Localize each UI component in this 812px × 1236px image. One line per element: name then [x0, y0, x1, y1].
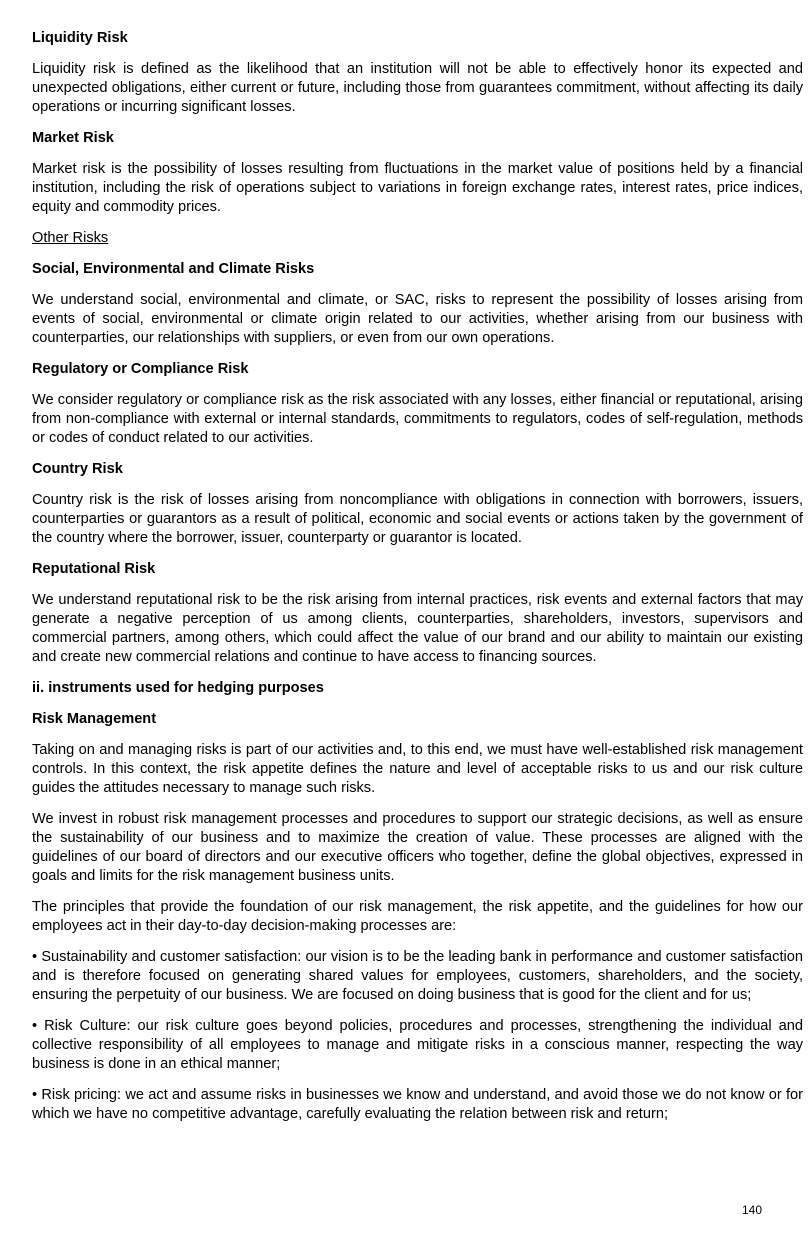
paragraph: Liquidity risk is defined as the likelihood that an institution will not be able to effectively honor its expected and unexpected obligations, either current or future, including those from guarantees commitment, without affecting its daily operations or incurring significant losses. [32, 61, 803, 115]
subsection-title: Other Risks [32, 230, 109, 246]
paragraph: We understand social, environmental and climate, or SAC, risks to represent the possibility of losses arising from events of social, environmental or climate origin related to our activities, whether arising from our business with counterparties, our relationships with suppliers, or even from our own operations. [32, 292, 803, 346]
paragraph: We invest in robust risk management processes and procedures to support our strategic decisions, as well as ensure the sustainability of our business and to maximize the creation of value. These processes are aligned with the guidelines of our board of directors and our executive officers who together, define the global objectives, expressed in goals and limits for the risk management business units. [32, 811, 803, 884]
paragraph: Market risk is the possibility of losses resulting from fluctuations in the market value of positions held by a financial institution, including the risk of operations subject to variations in foreign exchange rates, interest rates, price indices, equity and commodity prices. [32, 161, 803, 215]
paragraph: • Sustainability and customer satisfaction: our vision is to be the leading bank in performance and customer satisfaction and is therefore focused on generating shared values for employees, customers, shareholders, and the society, ensuring the perpetuity of our business. We are focused on doing business that is good for the client and for us; [32, 949, 803, 1003]
section-heading: Social, Environmental and Climate Risks [32, 261, 315, 277]
document-page [32, 29, 803, 1136]
paragraph: • Risk pricing: we act and assume risks in businesses we know and understand, and avoid those we do not know or for which we have no competitive advantage, carefully evaluating the relation between risk and return; [32, 1087, 803, 1122]
section-heading: Market Risk [32, 130, 114, 146]
section-heading: Regulatory or Compliance Risk [32, 361, 249, 377]
section-heading: ii. instruments used for hedging purposes [32, 680, 324, 696]
paragraph: • Risk Culture: our risk culture goes beyond policies, procedures and processes, strengthening the individual and collective responsibility of all employees to manage and mitigate risks in a conscious manner, respecting the way business is done in an ethical manner; [32, 1018, 803, 1072]
paragraph: Taking on and managing risks is part of our activities and, to this end, we must have well-established risk management controls. In this context, the risk appetite defines the nature and level of acceptable risks to us and our risk culture guides the attitudes necessary to manage such risks. [32, 742, 803, 796]
section-heading: Risk Management [32, 711, 157, 727]
paragraph: We understand reputational risk to be the risk arising from internal practices, risk events and external factors that may generate a negative perception of us among clients, counterparties, shareholders, investors, supervisors and commercial partners, among others, which could affect the value of our brand and our ability to maintain our existing and create new commercial relations and continue to have access to financing sources. [32, 592, 803, 665]
paragraph: The principles that provide the foundation of our risk management, the risk appetite, and the guidelines for how our employees act in their day-to-day decision-making processes are: [32, 899, 803, 934]
paragraph: We consider regulatory or compliance risk as the risk associated with any losses, either financial or reputational, arising from non-compliance with external or internal standards, commitments to regulators, codes of self-regulation, methods or codes of conduct related to our activities. [32, 392, 803, 446]
paragraph: Country risk is the risk of losses arising from noncompliance with obligations in connection with borrowers, issuers, counterparties or guarantors as a result of political, economic and social events or actions taken by the government of the country where the borrower, issuer, counterparty or guarantor is located. [32, 492, 803, 546]
section-heading: Reputational Risk [32, 561, 156, 577]
page-number: 140 [742, 1203, 763, 1217]
section-heading: Liquidity Risk [32, 30, 128, 46]
section-heading: Country Risk [32, 461, 123, 477]
